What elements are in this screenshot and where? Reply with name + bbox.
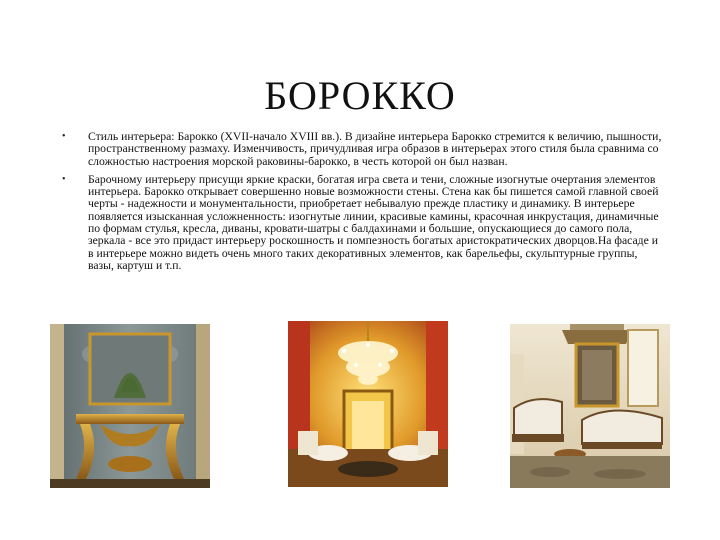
bullet-dot-icon: • xyxy=(62,173,66,185)
bullet-dot-icon: • xyxy=(62,131,66,142)
bullet-text: Барочному интерьеру присущи яркие краски, богатая игра света и тени, сложные изогнутые очертания элементов интерьера. Барокко открывает совершенно новые возможности стены. Стена как бы пишется самой главной своей черты - надежности и монументальности, приобретает небывалую прежде пластику и динамику. В интерьере появляется изысканная усложненность: изогнутые линии, красивые камины, красочная инкрустация, динамичные по формам стулья, кресла, диваны, кровати-шатры с балдахинами и большие, опускающиеся до самого пола, зеркала - все это придаст интерьеру роскошность и помпезность богатых аристократических дворцов.На фасаде и в интерьере можно видеть очень много таких декоративных элементов, как барельефы, скульптурные группы, вазы, картуш и т.п. xyxy=(88,172,659,272)
bullet-text: Стиль интерьера: Барокко (XVII-начало XVIII вв.). В дизайне интерьера Барокко стремится к величию, пышности, пространственному размаху. Изменчивость, причудливая игра образов в интерьерах этого стиля была сравнима со сложностью настроения морской раковины-барокко, в честь которой он был назван. xyxy=(88,130,662,168)
baroque-console-table-photo xyxy=(50,324,210,488)
gold-hall-chandelier-photo xyxy=(288,321,448,487)
carved-sofa-parlor-photo xyxy=(510,324,670,488)
slide-title: БОРОККО xyxy=(264,73,456,118)
